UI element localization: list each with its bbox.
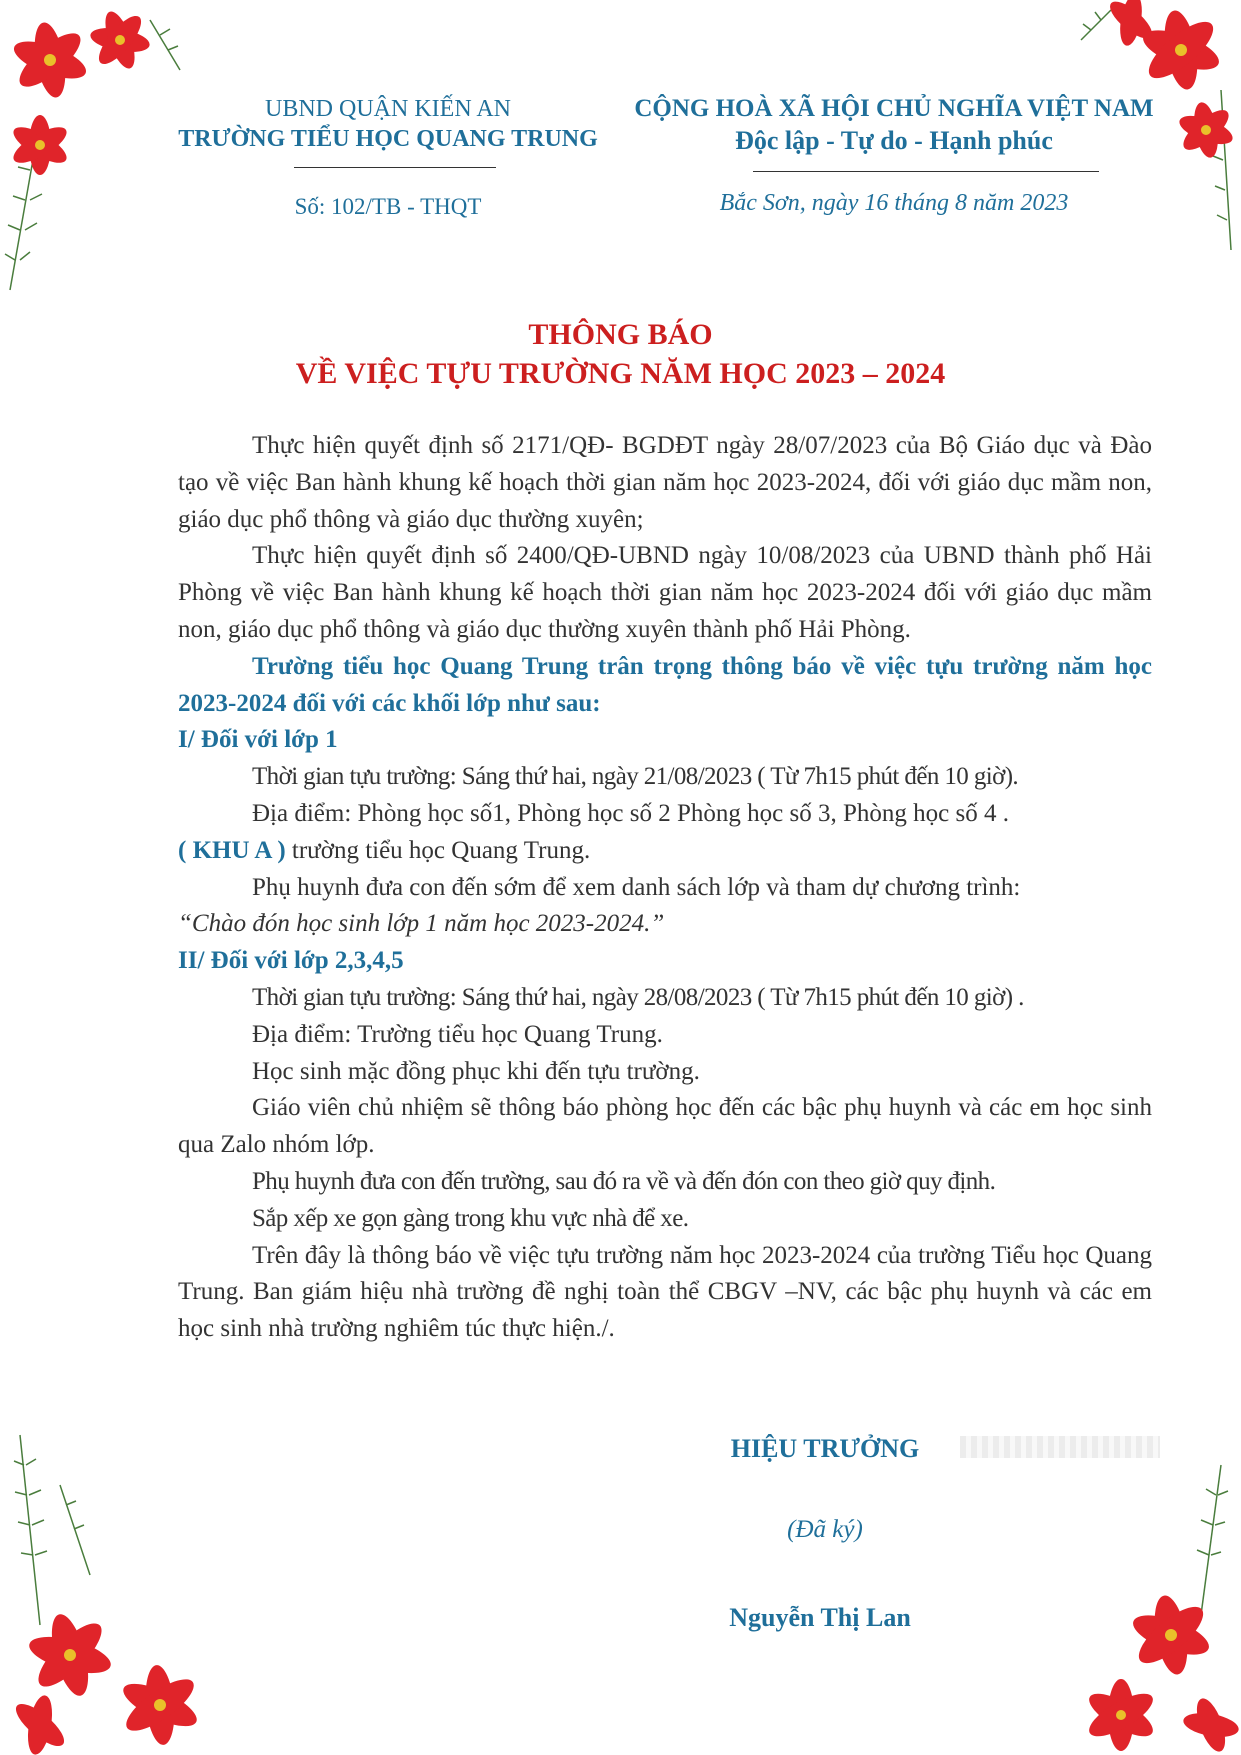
section-2-parents: Phụ huynh đưa con đến trường, sau đó ra về và đến đón con theo giờ quy định. (252, 1167, 996, 1195)
paragraph-decision-2: Thực hiện quyết định số 2400/QĐ-UBND ngày 10/08/2023 của UBND thành phố Hải Phòng về việc Ban hành khung kế hoạch thời gian năm học 2023-2024 đối với giáo dục mầm non, giáo dục phổ thông và giáo dục thường xuyên thành phố Hải Phòng. (178, 542, 1152, 643)
issuer-school: TRƯỜNG TIỂU HỌC QUANG TRUNG (178, 126, 598, 152)
signer-name: Nguyễn Thị Lan (729, 1603, 911, 1632)
poinsettia-corner-top-left (0, 0, 190, 300)
section-2-heading: II/ Đối với lớp 2,3,4,5 (178, 947, 404, 975)
paragraph-announcement: Trường tiểu học Quang Trung trân trọng thông báo về việc tựu trường năm học 2023-2024 đối với các khối lớp như sau: (178, 652, 1152, 717)
section-1-location-cont (178, 833, 1152, 870)
poinsettia-corner-bottom-right (1061, 1455, 1241, 1755)
section-1-time: Thời gian tựu trường: Sáng thứ hai, ngày 21/08/2023 ( Từ 7h15 phút đến 10 giờ). (252, 763, 1019, 791)
signed-note: (Đã ký) (787, 1516, 863, 1543)
section-2-parking: Sắp xếp xe gọn gàng trong khu vực nhà để xe. (252, 1204, 689, 1232)
issuer-block (168, 94, 608, 154)
khu-a-label: ( KHU A ) (178, 836, 286, 864)
issuer-org: UBND QUẬN KIẾN AN (265, 96, 511, 122)
faded-watermark (960, 1436, 1160, 1458)
national-motto: Độc lập - Tự do - Hạnh phúc (735, 126, 1053, 155)
paragraph-decision-1: Thực hiện quyết định số 2171/QĐ- BGDĐT ngày 28/07/2023 của Bộ Giáo dục và Đào tạo về việc Ban hành khung kế hoạch thời gian năm học 2023-2024, đối với giáo dục mầm non, giáo dục phổ thông và giáo dục thường xuyên; (178, 432, 1152, 533)
section-2-teacher: Giáo viên chủ nhiệm sẽ thông báo phòng học đến các bậc phụ huynh và các em học sinh qua Zalo nhóm lớp. (178, 1094, 1152, 1159)
location-rest: trường tiểu học Quang Trung. (285, 836, 591, 864)
national-title: CỘNG HOÀ XÃ HỘI CHỦ NGHĨA VIỆT NAM (634, 95, 1154, 122)
poinsettia-corner-bottom-left (0, 1425, 240, 1755)
notice-subtitle: VỀ VIỆC TỰU TRƯỜNG NĂM HỌC 2023 – 2024 (295, 357, 946, 390)
section-1-program: “Chào đón học sinh lớp 1 năm học 2023-2024.” (178, 910, 665, 938)
section-1-parents: Phụ huynh đưa con đến sớm để xem danh sách lớp và tham dự chương trình: (252, 873, 1021, 901)
section-2-location: Địa điểm: Trường tiểu học Quang Trung. (252, 1020, 663, 1048)
national-header (626, 94, 1162, 158)
document-number: Số: 102/TB - THQT (294, 194, 482, 219)
signer-title: HIỆU TRƯỞNG (730, 1434, 920, 1463)
motto-underline (753, 171, 1099, 172)
issuer-underline (294, 167, 496, 168)
section-2-uniform: Học sinh mặc đồng phục khi đến tựu trường. (252, 1057, 700, 1085)
place-date: Bắc Sơn, ngày 16 tháng 8 năm 2023 (719, 190, 1069, 216)
notice-title: THÔNG BÁO (528, 318, 713, 351)
section-1-location: Địa điểm: Phòng học số1, Phòng học số 2 Phòng học số 3, Phòng học số 4 . (252, 799, 1009, 827)
section-2-time: Thời gian tựu trường: Sáng thứ hai, ngày 28/08/2023 ( Từ 7h15 phút đến 10 giờ) . (252, 983, 1024, 1011)
section-1-heading: I/ Đối với lớp 1 (178, 726, 338, 754)
notice-body (178, 428, 1152, 1348)
closing-paragraph: Trên đây là thông báo về việc tựu trường năm học 2023-2024 của trường Tiểu học Quang Trung. Ban giám hiệu nhà trường đề nghị toàn thể CBGV –NV, các bậc phụ huynh và các em học sinh nhà trường nghiêm túc thực hiện./. (178, 1241, 1152, 1343)
